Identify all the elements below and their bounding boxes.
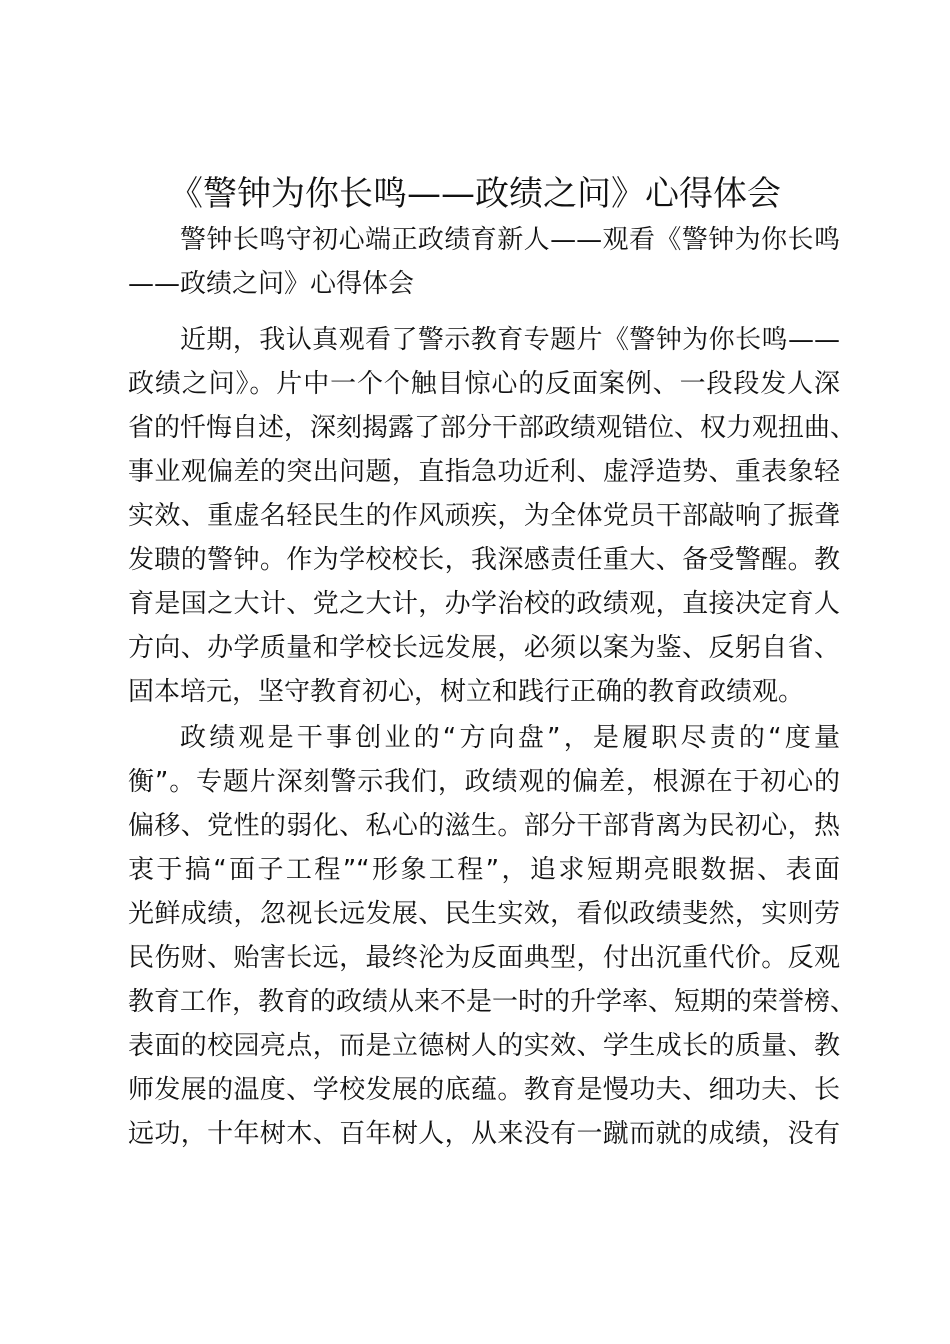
paragraph-line: 发聩的警钟。作为学校校长，我深感责任重大、备受警醒。教	[128, 545, 840, 575]
paragraph-line: 事业观偏差的突出问题，直指急功近利、虚浮造势、重表象轻	[128, 457, 840, 487]
subtitle-line: ——政绩之问》心得体会	[128, 269, 415, 299]
paragraph-line: 固本培元，坚守教育初心，树立和践行正确的教育政绩观。	[128, 677, 805, 707]
subtitle-line: 警钟长鸣守初心端正政绩育新人——观看《警钟为你长鸣	[180, 225, 840, 255]
paragraph-line: 民伤财、贻害长远，最终沦为反面典型，付出沉重代价。反观	[128, 943, 840, 973]
paragraph-line: 远功，十年树木、百年树人，从来没有一蹴而就的成绩，没有	[128, 1119, 840, 1149]
paragraph-line: 偏移、党性的弱化、私心的滋生。部分干部背离为民初心，热	[128, 811, 840, 841]
paragraph-line: 表面的校园亮点，而是立德树人的实效、学生成长的质量、教	[128, 1031, 840, 1061]
paragraph-line: 实效、重虚名轻民生的作风顽疾，为全体党员干部敲响了振聋	[128, 501, 840, 531]
document-title: 《警钟为你长鸣——政绩之问》心得体会	[169, 174, 781, 214]
paragraph-line: 衡”。专题片深刻警示我们，政绩观的偏差，根源在于初心的	[128, 767, 840, 797]
paragraph-line: 师发展的温度、学校发展的底蕴。教育是慢功夫、细功夫、长	[128, 1075, 840, 1105]
paragraph-line: 政绩之问》。片中一个个触目惊心的反面案例、一段段发人深	[128, 369, 840, 399]
paragraph-line: 光鲜成绩，忽视长远发展、民生实效，看似政绩斐然，实则劳	[128, 899, 840, 929]
paragraph-line: 政绩观是干事创业的“方向盘”，是履职尽责的“度量	[180, 723, 840, 753]
paragraph-line: 教育工作，教育的政绩从来不是一时的升学率、短期的荣誉榜、	[128, 987, 857, 1017]
paragraph-line: 育是国之大计、党之大计，办学治校的政绩观，直接决定育人	[128, 589, 840, 619]
paragraph-line: 方向、办学质量和学校长远发展，必须以案为鉴、反躬自省、	[128, 633, 840, 663]
paragraph-line: 近期，我认真观看了警示教育专题片《警钟为你长鸣——	[180, 325, 840, 355]
paragraph-line: 衷于搞“面子工程”“形象工程”，追求短期亮眼数据、表面	[128, 855, 840, 885]
paragraph-line: 省的忏悔自述，深刻揭露了部分干部政绩观错位、权力观扭曲、	[128, 413, 857, 443]
